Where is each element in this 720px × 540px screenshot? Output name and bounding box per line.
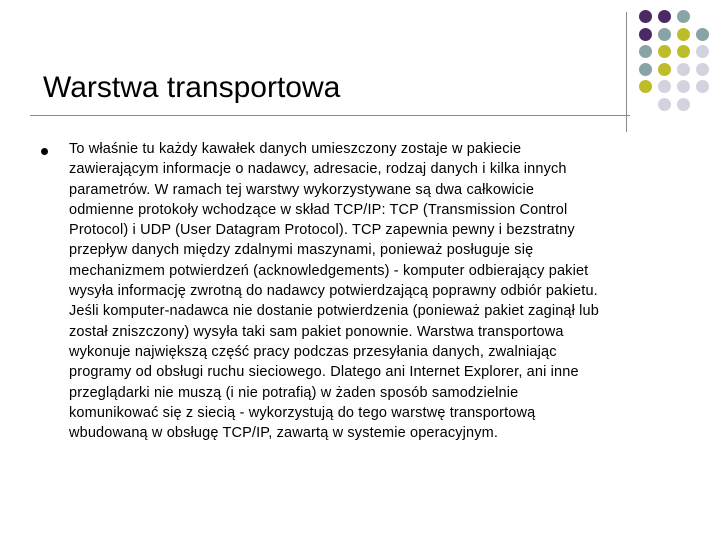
bullet-text-line: wbudowaną w obsługę TCP/IP, zawartą w systemie operacyjnym. [69, 425, 499, 442]
decorative-dot [658, 28, 671, 41]
slide-title: Warstwa transportowa [43, 71, 341, 104]
decorative-dot-grid [639, 10, 719, 110]
decorative-dot [677, 45, 690, 58]
decorative-dot [677, 63, 690, 76]
bullet-text [69, 139, 699, 443]
bullet-item [40, 139, 700, 443]
bullet-text-line: zawierającym informacje o nadawcy, adresacie, rodzaj danych i kilka innych [69, 161, 567, 178]
decorative-dot [677, 98, 690, 111]
decorative-dot [639, 45, 652, 58]
bullet-text-line: odmienne protokoły wchodzące w skład TCP/IP: TCP (Transmission Control [69, 201, 568, 218]
decorative-dot [696, 28, 709, 41]
decorative-dot [658, 80, 671, 93]
decorative-dot [658, 63, 671, 76]
bullet-text-line: Protocol) i UDP (User Datagram Protocol). TCP zapewnia pewny i bezstratny [69, 222, 575, 239]
decorative-dot [639, 10, 652, 23]
decorative-dot [639, 80, 652, 93]
bullet-text-line: został zniszczony) wysyła taki sam pakiet ponownie. Warstwa transportowa [69, 323, 564, 340]
decorative-dot [639, 28, 652, 41]
bullet-text-line: programy od obsługi ruchu sieciowego. Dlatego ani Internet Explorer, ani inne [69, 364, 579, 381]
decorative-dot [639, 63, 652, 76]
bullet-text-line: wysyła informację zwrotną do nadawcy potwierdzającą poprawny odbiór pakietu. [69, 283, 598, 300]
bullet-text-line: przepływ danych między zdalnymi maszynami, ponieważ posługuje się [69, 242, 534, 259]
bullet-text-line: komunikować się z siecią - wykorzystują do tego warstwę transportową [69, 404, 536, 421]
bullet-text-line: parametrów. W ramach tej warstwy wykorzystywane są dwa całkowicie [69, 181, 535, 198]
decorative-dot [658, 98, 671, 111]
bullet-text-line: przeglądarki nie muszą (i nie potrafią) w żaden sposób samodzielnie [69, 384, 519, 401]
bullet-text-line: wykonuje największą część pracy podczas przesyłania danych, zwalniając [69, 343, 557, 360]
decorative-dot [696, 45, 709, 58]
decorative-dot [658, 45, 671, 58]
decorative-dot [677, 28, 690, 41]
bullet-text-line: Jeśli komputer-nadawca nie dostanie potwierdzenia (ponieważ pakiet zaginął lub [69, 303, 599, 320]
decorative-dot [658, 10, 671, 23]
vertical-rule [626, 12, 627, 132]
bullet-text-line: To właśnie tu każdy kawałek danych umieszczony zostaje w pakiecie [69, 141, 522, 157]
decorative-dot [696, 80, 709, 93]
bullet-point-icon [41, 148, 48, 155]
decorative-dot [677, 80, 690, 93]
bullet-list [40, 139, 700, 443]
decorative-dot [677, 10, 690, 23]
title-divider [30, 115, 630, 116]
bullet-text-line: mechanizmem potwierdzeń (acknowledgements) - komputer odbierający pakiet [69, 262, 589, 279]
decorative-dot [696, 63, 709, 76]
